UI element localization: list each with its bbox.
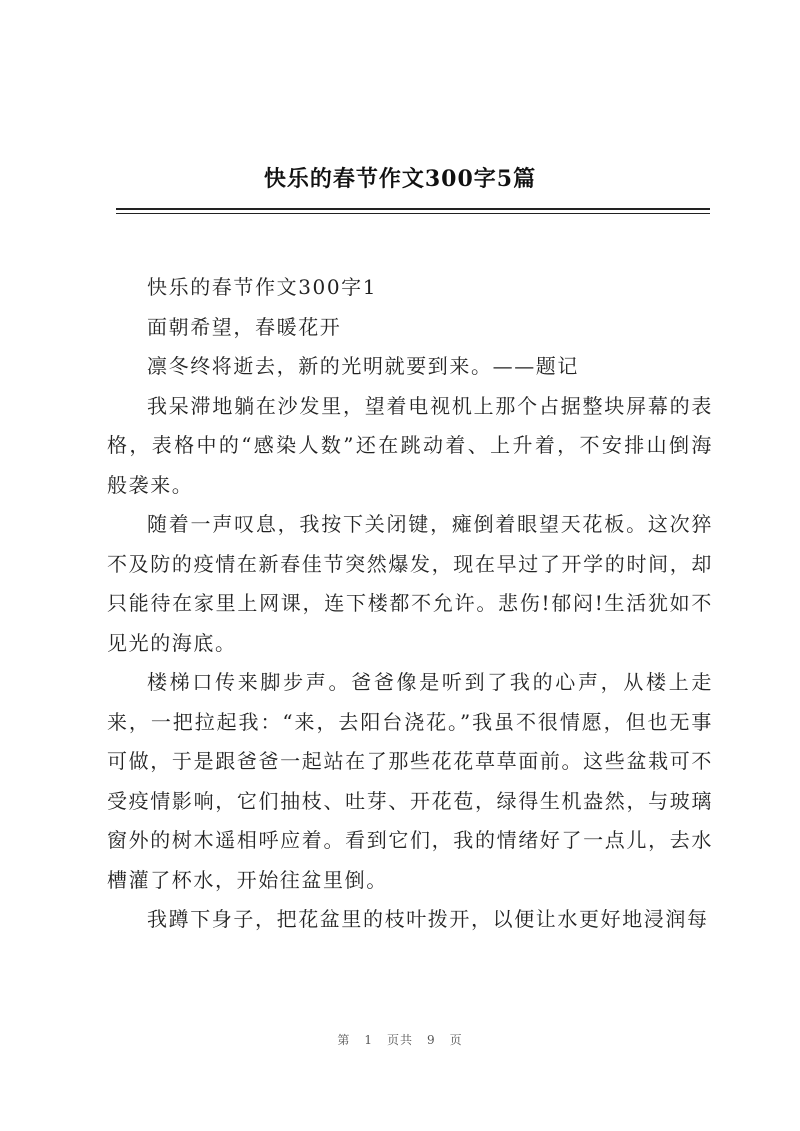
body-paragraph: 我蹲下身子，把花盆里的枝叶拨开，以便让水更好地浸润每 (147, 907, 709, 931)
footer-suffix: 页 (449, 1033, 463, 1047)
current-page-number: 1 (364, 1033, 373, 1047)
total-page-count: 9 (427, 1033, 436, 1047)
footer-prefix: 第 (337, 1033, 351, 1047)
body-paragraph: 我呆滞地躺在沙发里，望着电视机上那个占据整块屏幕的表格，表格中的“感染人数”还在跳动着、上升着，不安排山倒海般袭来。 (107, 393, 713, 497)
page-title: 快乐的春节作文300字5篇 (263, 166, 537, 192)
body-paragraph: 随着一声叹息，我按下关闭键，瘫倒着眼望天花板。这次猝不及防的疫情在新春佳节突然爆发，现在早过了开学的时间，却只能待在家里上网课，连下楼都不允许。悲伤!郁闷!生活犹如不见光的海底。 (107, 512, 713, 655)
document-body (107, 268, 713, 940)
footer-middle: 页共 (386, 1033, 413, 1047)
title-divider-thin (116, 213, 710, 214)
subtitle-paragraph: 面朝希望，春暖花开 (147, 314, 342, 339)
body-paragraph: 楼梯口传来脚步声。爸爸像是听到了我的心声，从楼上走来，一把拉起我：“来，去阳台浇花。”我虽不很情愿，但也无事可做，于是跟爸爸一起站在了那些花花草草面前。这些盆栽可不受疫情影响，它们抽枝、吐芽、开花苞，绿得生机盎然，与玻璃窗外的树木遥相呼应着。看到它们，我的情绪好了一点儿，去水槽灌了杯水，开始往盆里倒。 (107, 670, 713, 892)
title-divider-thick (116, 208, 710, 210)
epigraph-paragraph: 凛冬终将逝去，新的光明就要到来。——题记 (147, 354, 579, 378)
page-footer (0, 1031, 800, 1048)
section-heading: 快乐的春节作文300字1 (147, 275, 378, 299)
